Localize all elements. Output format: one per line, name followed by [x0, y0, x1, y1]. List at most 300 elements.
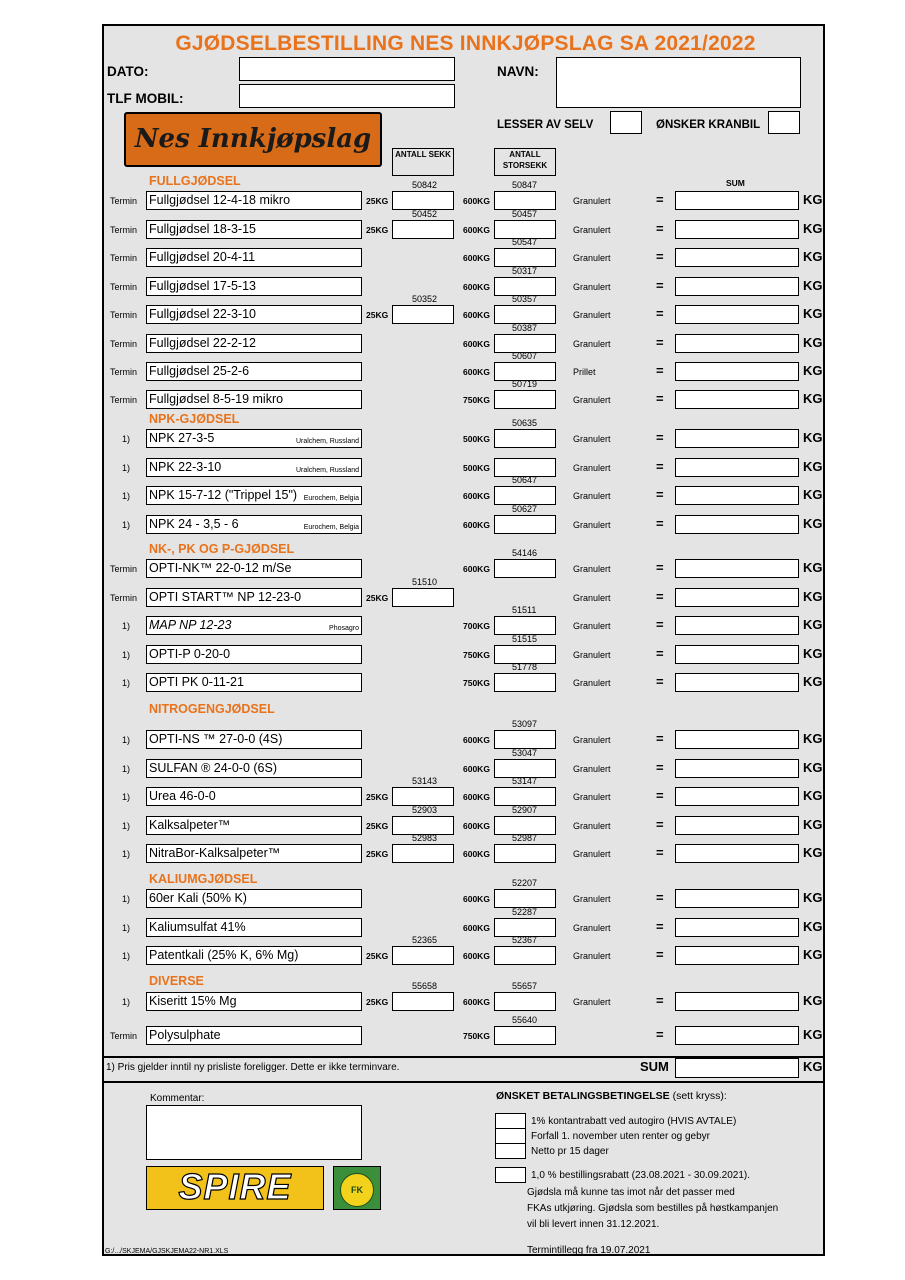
- equals-sign: =: [656, 589, 664, 604]
- col-header-sekk: ANTALL SEKK: [392, 148, 454, 176]
- sekk-quantity-input[interactable]: [392, 844, 454, 863]
- equals-sign: =: [656, 617, 664, 632]
- storsekk-article-code: 50647: [512, 475, 538, 485]
- pay4-checkbox[interactable]: [495, 1167, 526, 1183]
- kommentar-input[interactable]: [146, 1105, 362, 1160]
- sekk-size: 25KG: [366, 997, 389, 1007]
- sekk-quantity-input[interactable]: [392, 220, 454, 239]
- equals-sign: =: [656, 731, 664, 746]
- sekk-size: 25KG: [366, 593, 389, 603]
- storsekk-size: 600KG: [463, 821, 490, 831]
- product-name-box: [146, 588, 362, 607]
- storsekk-quantity-input[interactable]: [494, 946, 556, 965]
- storsekk-size: 600KG: [463, 764, 490, 774]
- tlf-input[interactable]: [239, 84, 455, 108]
- storsekk-size: 600KG: [463, 339, 490, 349]
- row-kg-unit: KG: [803, 306, 823, 321]
- storsekk-size: 750KG: [463, 650, 490, 660]
- product-name-box: [146, 248, 362, 267]
- product-name: Fullgjødsel 22-3-10: [149, 307, 256, 321]
- equals-sign: =: [656, 993, 664, 1008]
- row-prefix: 1): [122, 650, 131, 660]
- storsekk-size: 750KG: [463, 1031, 490, 1041]
- product-name-box: [146, 759, 362, 778]
- row-prefix: 1): [122, 849, 131, 859]
- storsekk-quantity-input[interactable]: [494, 515, 556, 534]
- product-name: Fullgjødsel 20-4-11: [149, 250, 256, 264]
- row-kg-unit: KG: [803, 817, 823, 832]
- storsekk-article-code: 50719: [512, 379, 538, 389]
- row-prefix: 1): [122, 792, 131, 802]
- row-kg-unit: KG: [803, 221, 823, 236]
- sekk-article-code: 52365: [412, 935, 438, 945]
- sekk-article-code: 50452: [412, 209, 438, 219]
- storsekk-quantity-input[interactable]: [494, 390, 556, 409]
- row-prefix: 1): [122, 951, 131, 961]
- row-sum-field[interactable]: [675, 992, 799, 1011]
- product-origin: Eurochem, Belgia: [303, 495, 359, 502]
- product-form: Granulert: [573, 520, 611, 530]
- storsekk-size: 600KG: [463, 792, 490, 802]
- storsekk-size: 600KG: [463, 951, 490, 961]
- product-name-box: [146, 787, 362, 806]
- product-name: Urea 46-0-0: [149, 789, 216, 803]
- product-form: Granulert: [573, 196, 611, 206]
- sekk-article-code: 50352: [412, 294, 438, 304]
- product-name-box: [146, 559, 362, 578]
- storsekk-quantity-input[interactable]: [494, 191, 556, 210]
- product-name-box: [146, 946, 362, 965]
- storsekk-size: 750KG: [463, 678, 490, 688]
- sekk-size: 25KG: [366, 792, 389, 802]
- navn-label: NAVN:: [497, 64, 539, 79]
- equals-sign: =: [656, 560, 664, 575]
- product-name-box: [146, 191, 362, 210]
- row-prefix: Termin: [110, 395, 138, 405]
- product-name: Fullgjødsel 12-4-18 mikro: [149, 193, 291, 207]
- product-name-box: [146, 730, 362, 749]
- equals-sign: =: [656, 890, 664, 905]
- product-name: Patentkali (25% K, 6% Mg): [149, 948, 299, 962]
- equals-sign: =: [656, 221, 664, 236]
- row-kg-unit: KG: [803, 890, 823, 905]
- storsekk-quantity-input[interactable]: [494, 429, 556, 448]
- storsekk-size: 600KG: [463, 997, 490, 1007]
- storsekk-quantity-input[interactable]: [494, 305, 556, 324]
- product-form: Granulert: [573, 764, 611, 774]
- row-sum-field[interactable]: [675, 486, 799, 505]
- sekk-quantity-input[interactable]: [392, 588, 454, 607]
- col-header-storsekk: ANTALL STORSEKK: [494, 148, 556, 176]
- storsekk-article-code: 50357: [512, 294, 538, 304]
- product-name-box: [146, 515, 362, 534]
- row-kg-unit: KG: [803, 516, 823, 531]
- storsekk-article-code: 52207: [512, 878, 538, 888]
- product-name: OPTI-NK™ 22-0-12 m/Se: [149, 561, 292, 575]
- row-prefix: Termin: [110, 339, 138, 349]
- row-kg-unit: KG: [803, 674, 823, 689]
- storsekk-size: 600KG: [463, 491, 490, 501]
- sekk-article-code: 55658: [412, 981, 438, 991]
- equals-sign: =: [656, 278, 664, 293]
- storsekk-size: 600KG: [463, 196, 490, 206]
- row-sum-field[interactable]: [675, 220, 799, 239]
- storsekk-size: 500KG: [463, 434, 490, 444]
- dato-label: DATO:: [107, 64, 149, 79]
- pay4-note-1: Gjødsla må kunne tas imot når det passer med: [527, 1187, 735, 1198]
- row-sum-field[interactable]: [675, 458, 799, 477]
- product-name-box: [146, 616, 362, 635]
- product-name: NitraBor-Kalksalpeter™: [149, 846, 281, 860]
- row-sum-field[interactable]: [675, 787, 799, 806]
- row-prefix: 1): [122, 894, 131, 904]
- kommentar-label: Kommentar:: [150, 1093, 205, 1104]
- sekk-article-code: 50842: [412, 180, 438, 190]
- row-sum-field[interactable]: [675, 559, 799, 578]
- row-kg-unit: KG: [803, 430, 823, 445]
- section-fullgjodsel: FULLGJØDSEL: [149, 174, 241, 188]
- row-kg-unit: KG: [803, 459, 823, 474]
- product-name-box: [146, 429, 362, 448]
- section-npk: NPK-GJØDSEL: [149, 412, 240, 426]
- storsekk-article-code: 51515: [512, 634, 538, 644]
- storsekk-article-code: 52367: [512, 935, 538, 945]
- equals-sign: =: [656, 1027, 664, 1042]
- pay2-label: Forfall 1. november uten renter og gebyr: [531, 1131, 710, 1142]
- row-kg-unit: KG: [803, 993, 823, 1008]
- row-prefix: 1): [122, 621, 131, 631]
- sum-label: SUM: [640, 1059, 669, 1074]
- sekk-quantity-input[interactable]: [392, 787, 454, 806]
- storsekk-article-code: 51778: [512, 662, 538, 672]
- total-kg-unit: KG: [803, 1059, 823, 1074]
- equals-sign: =: [656, 249, 664, 264]
- row-prefix: 1): [122, 923, 131, 933]
- product-name: Kalksalpeter™: [149, 818, 231, 832]
- row-prefix: 1): [122, 764, 131, 774]
- product-name-box: [146, 918, 362, 937]
- row-kg-unit: KG: [803, 947, 823, 962]
- row-prefix: 1): [122, 520, 131, 530]
- storsekk-size: 600KG: [463, 894, 490, 904]
- storsekk-size: 600KG: [463, 735, 490, 745]
- storsekk-article-code: 50317: [512, 266, 538, 276]
- product-name: Fullgjødsel 17-5-13: [149, 279, 256, 293]
- equals-sign: =: [656, 817, 664, 832]
- product-name-box: [146, 458, 362, 477]
- row-sum-field[interactable]: [675, 889, 799, 908]
- product-origin: Phosagro: [329, 625, 359, 632]
- product-form: Granulert: [573, 225, 611, 235]
- row-sum-field[interactable]: [675, 1026, 799, 1045]
- row-prefix: Termin: [110, 367, 138, 377]
- sekk-quantity-input[interactable]: [392, 191, 454, 210]
- product-name: MAP NP 12-23: [149, 618, 232, 632]
- form-title: GJØDSELBESTILLING NES INNKJØPSLAG SA 2021/2022: [175, 32, 756, 55]
- storsekk-article-code: 54146: [512, 548, 538, 558]
- product-form: Granulert: [573, 735, 611, 745]
- row-sum-field[interactable]: [675, 759, 799, 778]
- section-nk-pk-p: NK-, PK OG P-GJØDSEL: [149, 542, 295, 556]
- equals-sign: =: [656, 391, 664, 406]
- lesser-label: LESSER AV SELV: [497, 119, 594, 131]
- row-prefix: Termin: [110, 1031, 138, 1041]
- fk-logo-mark: FK: [340, 1173, 374, 1207]
- storsekk-quantity-input[interactable]: [494, 844, 556, 863]
- product-name-box: [146, 889, 362, 908]
- footnote: 1) Pris gjelder inntil ny prisliste foreligger. Dette er ikke terminvare.: [106, 1062, 400, 1073]
- storsekk-article-code: 55657: [512, 981, 538, 991]
- pay3-label: Netto pr 15 dager: [531, 1146, 609, 1157]
- product-form: Granulert: [573, 463, 611, 473]
- row-kg-unit: KG: [803, 1027, 823, 1042]
- order-form: [102, 24, 825, 1256]
- product-name-box: [146, 277, 362, 296]
- storsekk-size: 600KG: [463, 310, 490, 320]
- storsekk-article-code: 50387: [512, 323, 538, 333]
- row-prefix: 1): [122, 463, 131, 473]
- row-prefix: Termin: [110, 196, 138, 206]
- storsekk-article-code: 50635: [512, 418, 538, 428]
- row-kg-unit: KG: [803, 249, 823, 264]
- storsekk-size: 600KG: [463, 253, 490, 263]
- pay3-checkbox[interactable]: [495, 1143, 526, 1159]
- product-name-box: [146, 645, 362, 664]
- col-header-sum: SUM: [726, 178, 745, 188]
- pay2-checkbox[interactable]: [495, 1128, 526, 1144]
- storsekk-article-code: 53147: [512, 776, 538, 786]
- footer-divider: [104, 1081, 825, 1083]
- row-kg-unit: KG: [803, 363, 823, 378]
- storsekk-article-code: 51511: [512, 605, 537, 615]
- storsekk-size: 750KG: [463, 395, 490, 405]
- row-kg-unit: KG: [803, 845, 823, 860]
- product-form: Granulert: [573, 997, 611, 1007]
- product-name: OPTI-NS ™ 27-0-0 (4S): [149, 732, 283, 746]
- row-sum-field[interactable]: [675, 645, 799, 664]
- nes-innkjopslag-logo: Nes Innkjøpslag: [124, 112, 382, 167]
- row-prefix: 1): [122, 821, 131, 831]
- row-sum-field[interactable]: [675, 918, 799, 937]
- lesser-checkbox[interactable]: [610, 111, 642, 134]
- product-name: OPTI-P 0-20-0: [149, 647, 231, 661]
- storsekk-quantity-input[interactable]: [494, 992, 556, 1011]
- product-name-box: [146, 305, 362, 324]
- product-form: Granulert: [573, 339, 611, 349]
- row-sum-field[interactable]: [675, 429, 799, 448]
- termintillegg: Termintillegg fra 19.07.2021: [527, 1245, 651, 1256]
- equals-sign: =: [656, 788, 664, 803]
- product-name: 60er Kali (50% K): [149, 891, 247, 905]
- storsekk-article-code: 53047: [512, 748, 538, 758]
- product-form: Granulert: [573, 894, 611, 904]
- row-kg-unit: KG: [803, 589, 823, 604]
- product-form: Granulert: [573, 282, 611, 292]
- product-form: Granulert: [573, 564, 611, 574]
- pay1-checkbox[interactable]: [495, 1113, 526, 1129]
- spire-logo: SPIRE: [146, 1166, 324, 1210]
- row-prefix: Termin: [110, 593, 138, 603]
- product-name: Fullgjødsel 22-2-12: [149, 336, 256, 350]
- row-kg-unit: KG: [803, 278, 823, 293]
- row-kg-unit: KG: [803, 560, 823, 575]
- storsekk-article-code: 50457: [512, 209, 538, 219]
- row-prefix: 1): [122, 678, 131, 688]
- row-kg-unit: KG: [803, 731, 823, 746]
- row-sum-field[interactable]: [675, 305, 799, 324]
- product-name-box: [146, 334, 362, 353]
- storsekk-size: 600KG: [463, 282, 490, 292]
- product-origin: Eurochem, Belgia: [303, 524, 359, 531]
- storsekk-size: 500KG: [463, 463, 490, 473]
- product-form: Granulert: [573, 951, 611, 961]
- product-name: Fullgjødsel 8-5-19 mikro: [149, 392, 284, 406]
- payment-heading: [496, 1090, 727, 1102]
- equals-sign: =: [656, 430, 664, 445]
- product-form: Granulert: [573, 434, 611, 444]
- sekk-quantity-input[interactable]: [392, 992, 454, 1011]
- row-prefix: 1): [122, 434, 131, 444]
- row-sum-field[interactable]: [675, 816, 799, 835]
- product-form: Granulert: [573, 253, 611, 263]
- equals-sign: =: [656, 646, 664, 661]
- sekk-size: 25KG: [366, 821, 389, 831]
- product-form: Granulert: [573, 678, 611, 688]
- row-kg-unit: KG: [803, 487, 823, 502]
- storsekk-quantity-input[interactable]: [494, 673, 556, 692]
- storsekk-article-code: 50547: [512, 237, 538, 247]
- sekk-article-code: 51510: [412, 577, 438, 587]
- row-kg-unit: KG: [803, 788, 823, 803]
- row-prefix: 1): [122, 735, 131, 745]
- sekk-size: 25KG: [366, 849, 389, 859]
- product-form: Prillet: [573, 367, 596, 377]
- row-kg-unit: KG: [803, 919, 823, 934]
- sekk-size: 25KG: [366, 196, 389, 206]
- storsekk-quantity-input[interactable]: [494, 1026, 556, 1045]
- row-sum-field[interactable]: [675, 616, 799, 635]
- payment-title: ØNSKET BETALINGSBETINGELSE: [496, 1090, 670, 1102]
- row-kg-unit: KG: [803, 617, 823, 632]
- row-sum-field[interactable]: [675, 277, 799, 296]
- sekk-quantity-input[interactable]: [392, 305, 454, 324]
- pay4-note-2: FKAs utkjøring. Gjødsla som bestilles på høstkampanjen: [527, 1203, 779, 1214]
- product-form: Granulert: [573, 849, 611, 859]
- product-form: Granulert: [573, 621, 611, 631]
- product-name-box: [146, 390, 362, 409]
- row-kg-unit: KG: [803, 192, 823, 207]
- product-form: Granulert: [573, 650, 611, 660]
- product-name: Kaliumsulfat 41%: [149, 920, 246, 934]
- sekk-article-code: 52983: [412, 833, 438, 843]
- storsekk-quantity-input[interactable]: [494, 486, 556, 505]
- storsekk-size: 700KG: [463, 621, 490, 631]
- sekk-quantity-input[interactable]: [392, 946, 454, 965]
- storsekk-article-code: 50607: [512, 351, 538, 361]
- product-name: OPTI PK 0-11-21: [149, 675, 244, 689]
- navn-input[interactable]: [556, 57, 801, 108]
- product-name: Fullgjødsel 18-3-15: [149, 222, 256, 236]
- storsekk-size: 600KG: [463, 520, 490, 530]
- storsekk-article-code: 52907: [512, 805, 538, 815]
- storsekk-size: 600KG: [463, 849, 490, 859]
- storsekk-quantity-input[interactable]: [494, 248, 556, 267]
- tlf-label: TLF MOBIL:: [107, 91, 184, 106]
- row-kg-unit: KG: [803, 646, 823, 661]
- pay4-note-3: vil bli levert innen 31.12.2021.: [527, 1219, 660, 1230]
- product-name: NPK 27-3-5: [149, 431, 215, 445]
- pay4-label: 1,0 % bestillingsrabatt (23.08.2021 - 30.09.2021).: [531, 1170, 751, 1181]
- kranbil-label: ØNSKER KRANBIL: [656, 119, 761, 131]
- storsekk-quantity-input[interactable]: [494, 559, 556, 578]
- sekk-article-code: 52903: [412, 805, 438, 815]
- file-path: G:/.../SKJEMA/GJSKJEMA22-NR1.XLS: [105, 1248, 229, 1255]
- row-prefix: 1): [122, 997, 131, 1007]
- storsekk-quantity-input[interactable]: [494, 787, 556, 806]
- storsekk-size: 600KG: [463, 367, 490, 377]
- product-form: Granulert: [573, 491, 611, 501]
- storsekk-article-code: 53097: [512, 719, 538, 729]
- storsekk-quantity-input[interactable]: [494, 616, 556, 635]
- row-prefix: Termin: [110, 225, 138, 235]
- product-name-box: [146, 992, 362, 1011]
- equals-sign: =: [656, 487, 664, 502]
- product-name: SULFAN ® 24-0-0 (6S): [149, 761, 278, 775]
- product-name: OPTI START™ NP 12-23-0: [149, 590, 302, 604]
- storsekk-quantity-input[interactable]: [494, 730, 556, 749]
- row-sum-field[interactable]: [675, 191, 799, 210]
- row-sum-field[interactable]: [675, 730, 799, 749]
- storsekk-article-code: 50847: [512, 180, 538, 190]
- equals-sign: =: [656, 516, 664, 531]
- row-sum-field[interactable]: [675, 946, 799, 965]
- equals-sign: =: [656, 760, 664, 775]
- row-sum-field[interactable]: [675, 515, 799, 534]
- row-prefix: 1): [122, 491, 131, 501]
- row-sum-field[interactable]: [675, 844, 799, 863]
- storsekk-article-code: 52987: [512, 833, 538, 843]
- section-nitrogen: NITROGENGJØDSEL: [149, 702, 275, 716]
- product-form: Granulert: [573, 923, 611, 933]
- sekk-size: 25KG: [366, 225, 389, 235]
- product-form: Granulert: [573, 310, 611, 320]
- product-form: Granulert: [573, 792, 611, 802]
- sekk-size: 25KG: [366, 951, 389, 961]
- row-kg-unit: KG: [803, 391, 823, 406]
- product-form: Granulert: [573, 593, 611, 603]
- storsekk-size: 600KG: [463, 225, 490, 235]
- storsekk-quantity-input[interactable]: [494, 889, 556, 908]
- row-sum-field[interactable]: [675, 248, 799, 267]
- row-sum-field[interactable]: [675, 362, 799, 381]
- row-kg-unit: KG: [803, 335, 823, 350]
- equals-sign: =: [656, 459, 664, 474]
- product-form: Granulert: [573, 821, 611, 831]
- row-sum-field[interactable]: [675, 673, 799, 692]
- kranbil-checkbox[interactable]: [768, 111, 800, 134]
- dato-input[interactable]: [239, 57, 455, 81]
- storsekk-article-code: 55640: [512, 1015, 538, 1025]
- payment-hint: (sett kryss):: [672, 1090, 727, 1102]
- row-sum-field[interactable]: [675, 390, 799, 409]
- product-name: NPK 22-3-10: [149, 460, 222, 474]
- row-sum-field[interactable]: [675, 334, 799, 353]
- total-sum-field[interactable]: [675, 1058, 799, 1078]
- row-sum-field[interactable]: [675, 588, 799, 607]
- product-origin: Uralchem, Russland: [295, 467, 359, 474]
- product-name-box: [146, 844, 362, 863]
- row-prefix: Termin: [110, 564, 138, 574]
